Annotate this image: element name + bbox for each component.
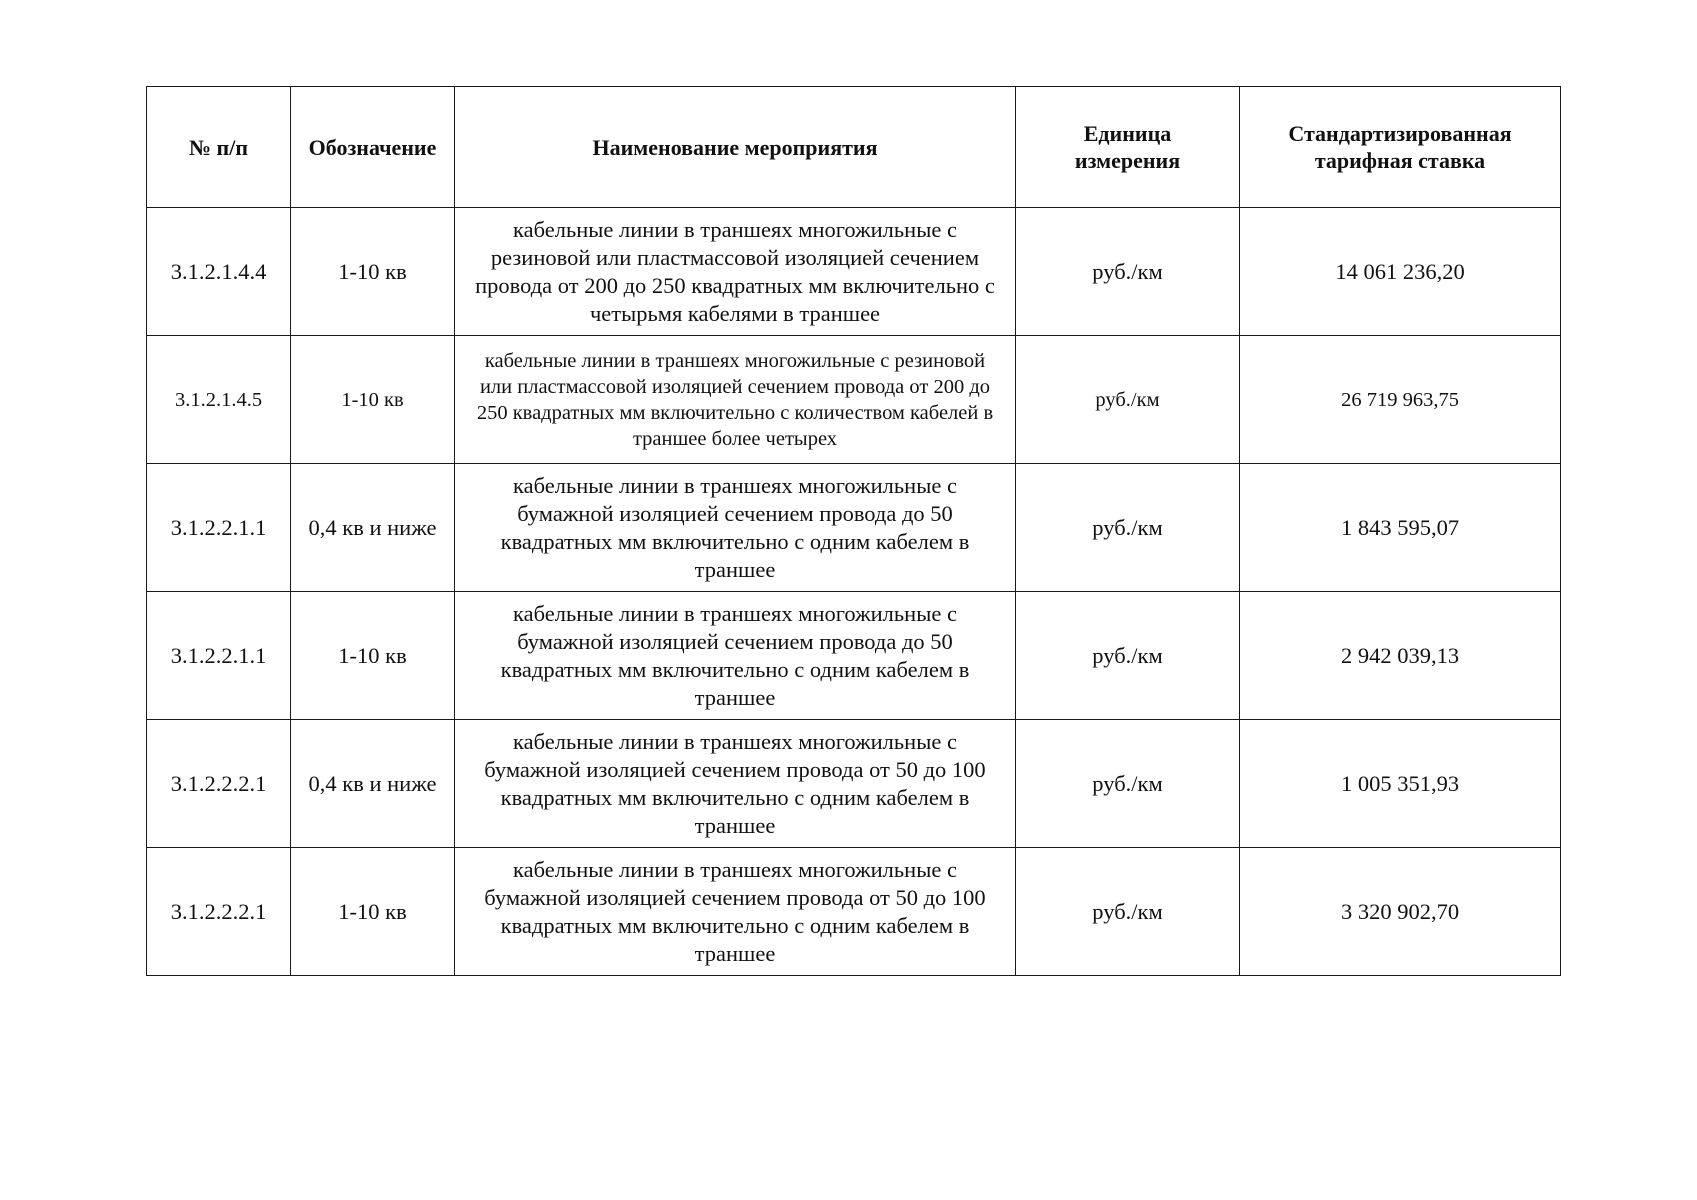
cell-rate: 1 843 595,07 [1240,464,1561,592]
cell-number: 3.1.2.2.1.1 [147,592,291,720]
cell-unit: руб./км [1016,464,1240,592]
cell-unit: руб./км [1016,336,1240,464]
tariff-rates-table [146,86,1561,976]
header-name: Наименование мероприятия [455,87,1016,208]
table-row [147,208,1561,336]
cell-name: кабельные линии в траншеях многожильные с бумажной изоляцией сечением провода до 50 квадратных мм включительно с одним кабелем в траншее [455,592,1016,720]
cell-rate: 2 942 039,13 [1240,592,1561,720]
header-number: № п/п [147,87,291,208]
cell-unit: руб./км [1016,848,1240,976]
cell-unit: руб./км [1016,592,1240,720]
table-row [147,848,1561,976]
table-row [147,720,1561,848]
cell-designation: 0,4 кв и ниже [291,720,455,848]
cell-number: 3.1.2.2.2.1 [147,848,291,976]
table-row [147,464,1561,592]
cell-rate: 26 719 963,75 [1240,336,1561,464]
cell-unit: руб./км [1016,720,1240,848]
header-rate: Стандартизированная тарифная ставка [1240,87,1561,208]
cell-number: 3.1.2.1.4.4 [147,208,291,336]
cell-designation: 1-10 кв [291,208,455,336]
cell-name: кабельные линии в траншеях многожильные с резиновой или пластмассовой изоляцией сечением провода от 200 до 250 квадратных мм включительно с количеством кабелей в траншее более четырех [455,336,1016,464]
table-body [147,208,1561,976]
header-row [147,87,1561,208]
cell-designation: 1-10 кв [291,592,455,720]
table-row [147,336,1561,464]
cell-name: кабельные линии в траншеях многожильные с бумажной изоляцией сечением провода от 50 до 100 квадратных мм включительно с одним кабелем в траншее [455,720,1016,848]
cell-rate: 1 005 351,93 [1240,720,1561,848]
header-unit: Единица измерения [1016,87,1240,208]
header-designation: Обозначение [291,87,455,208]
cell-name: кабельные линии в траншеях многожильные с резиновой или пластмассовой изоляцией сечением провода от 200 до 250 квадратных мм включительно с четырьмя кабелями в траншее [455,208,1016,336]
cell-rate: 14 061 236,20 [1240,208,1561,336]
cell-designation: 1-10 кв [291,848,455,976]
table-row [147,592,1561,720]
cell-designation: 0,4 кв и ниже [291,464,455,592]
cell-name: кабельные линии в траншеях многожильные с бумажной изоляцией сечением провода от 50 до 100 квадратных мм включительно с одним кабелем в траншее [455,848,1016,976]
table-header [147,87,1561,208]
cell-unit: руб./км [1016,208,1240,336]
cell-number: 3.1.2.2.2.1 [147,720,291,848]
cell-name: кабельные линии в траншеях многожильные с бумажной изоляцией сечением провода до 50 квадратных мм включительно с одним кабелем в траншее [455,464,1016,592]
cell-number: 3.1.2.1.4.5 [147,336,291,464]
cell-designation: 1-10 кв [291,336,455,464]
cell-rate: 3 320 902,70 [1240,848,1561,976]
cell-number: 3.1.2.2.1.1 [147,464,291,592]
